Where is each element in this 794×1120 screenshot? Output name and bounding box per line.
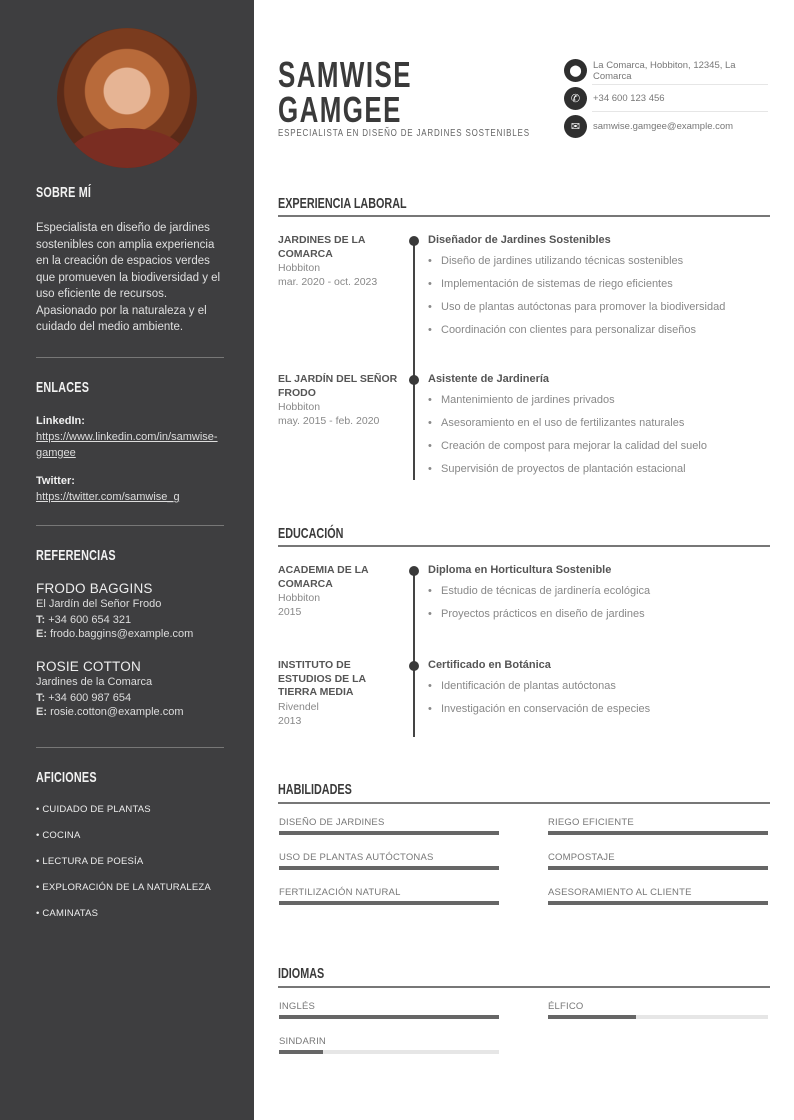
education-item	[278, 564, 398, 619]
bullet: • Diseño de jardines utilizando técnicas sostenibles	[428, 250, 768, 273]
references-title: REFERENCIAS	[36, 547, 116, 564]
bullet: • Identificación de plantas autóctonas	[428, 675, 768, 698]
bullet: • Implementación de sistemas de riego eficientes	[428, 273, 768, 296]
dates: 2013	[278, 714, 302, 727]
phone-icon: ✆	[564, 87, 587, 110]
contact-email[interactable]: samwise.gamgee@example.com	[593, 121, 734, 132]
bullet: • Proyectos prácticos en diseño de jardines	[428, 603, 768, 626]
education-item	[278, 659, 388, 728]
reference-item	[36, 581, 193, 640]
degree: Diploma en Horticultura Sostenible	[428, 564, 612, 576]
reference-item	[36, 659, 184, 718]
email-label: E:	[36, 706, 47, 718]
bullet: • Creación de compost para mejorar la calidad del suelo	[428, 435, 768, 458]
skill-level-fill	[279, 831, 499, 835]
twitter-link[interactable]: https://twitter.com/samwise_g	[36, 491, 180, 503]
about-text: Especialista en diseño de jardines sostenibles con amplia experiencia en la creación de espacios verdes que promueven la biodiversidad y el uso eficiente de recursos. Apasionado por la naturaleza y el cuidado del medio ambiente.	[36, 222, 221, 333]
divider	[278, 545, 770, 547]
hobby-item: • LECTURA DE POESÍA	[36, 856, 144, 867]
twitter-label: Twitter:	[36, 475, 75, 487]
divider	[592, 84, 768, 85]
experience-item	[278, 234, 398, 289]
envelope-icon: ✉	[564, 115, 587, 138]
contact-phone: +34 600 123 456	[593, 93, 665, 104]
degree: Certificado en Botánica	[428, 659, 551, 671]
skill-level-fill	[548, 901, 768, 905]
email-label: E:	[36, 628, 47, 640]
skill-level-bar	[548, 831, 768, 835]
reference-email: frodo.baggins@example.com	[50, 628, 194, 640]
reference-phone: +34 600 654 321	[48, 614, 132, 626]
links-title: ENLACES	[36, 379, 90, 396]
contact-address: La Comarca, Hobbiton, 12345, La Comarca	[593, 60, 736, 82]
language-level-bar	[548, 1015, 768, 1019]
divider	[278, 802, 770, 804]
employer: EL JARDÍN DEL SEÑOR FRODO	[278, 373, 398, 399]
bullet: • Estudio de técnicas de jardinería ecológica	[428, 580, 768, 603]
linkedin-label: LinkedIn:	[36, 415, 85, 427]
reference-phone: +34 600 987 654	[48, 692, 132, 704]
divider	[278, 986, 770, 988]
timeline-line	[413, 240, 415, 480]
location: Hobbiton	[278, 262, 321, 274]
about-title: SOBRE MÍ	[36, 184, 92, 201]
profile-photo	[57, 28, 197, 168]
reference-name: ROSIE COTTON	[36, 659, 141, 674]
dates: mar. 2020 - oct. 2023	[278, 276, 378, 288]
reference-company: Jardines de la Comarca	[36, 676, 153, 688]
language-name: ÉLFICO	[548, 1001, 584, 1012]
divider	[278, 215, 770, 217]
name-first: SAMWISE	[278, 54, 412, 95]
skill-name: DISEÑO DE JARDINES	[279, 817, 385, 828]
dates: 2015	[278, 606, 302, 618]
reference-name: FRODO BAGGINS	[36, 581, 153, 596]
phone-label: T:	[36, 614, 46, 626]
hobby-item: • COCINA	[36, 830, 81, 841]
linkedin-link[interactable]: https://www.linkedin.com/in/samwise-gamgee	[36, 431, 218, 459]
divider	[36, 525, 224, 526]
skill-level-fill	[548, 866, 768, 870]
bullet: • Investigación en conservación de especies	[428, 698, 768, 721]
timeline-dot	[409, 566, 419, 576]
skill-level-bar	[279, 901, 499, 905]
job-title: ESPECIALISTA EN DISEÑO DE JARDINES SOSTENIBLES	[278, 128, 530, 139]
language-level-bar	[279, 1050, 499, 1054]
skill-level-bar	[548, 901, 768, 905]
skill-name: COMPOSTAJE	[548, 852, 615, 863]
language-level-fill	[548, 1015, 636, 1019]
role: Asistente de Jardinería	[428, 373, 550, 385]
experience-item	[278, 373, 398, 428]
language-name: INGLÉS	[279, 1001, 316, 1012]
timeline-dot	[409, 661, 419, 671]
languages-title: IDIOMAS	[278, 965, 325, 982]
hobby-item: • CAMINATAS	[36, 908, 99, 919]
language-level-bar	[279, 1015, 499, 1019]
language-level-fill	[279, 1015, 499, 1019]
timeline-dot	[409, 375, 419, 385]
timeline-dot	[409, 236, 419, 246]
bullet: • Uso de plantas autóctonas para promover la biodiversidad	[428, 296, 768, 319]
skill-level-fill	[279, 866, 499, 870]
education-title: EDUCACIÓN	[278, 525, 344, 542]
language-level-fill	[279, 1050, 323, 1054]
divider	[36, 747, 224, 748]
institution: ACADEMIA DE LA COMARCA	[278, 564, 369, 590]
skills-title: HABILIDADES	[278, 781, 352, 798]
skill-name: FERTILIZACIÓN NATURAL	[279, 887, 401, 898]
skill-level-fill	[279, 901, 499, 905]
name-last: GAMGEE	[278, 89, 402, 130]
bullet: • Supervisión de proyectos de plantación estacional	[428, 458, 768, 481]
reference-email: rosie.cotton@example.com	[50, 706, 184, 718]
hobby-item: • CUIDADO DE PLANTAS	[36, 804, 151, 815]
skill-name: ASESORAMIENTO AL CLIENTE	[548, 887, 692, 898]
skill-level-fill	[548, 831, 768, 835]
location-pin-icon: ⬤	[564, 59, 587, 82]
sidebar	[0, 0, 254, 1120]
hobbies-title: AFICIONES	[36, 769, 97, 786]
divider	[36, 357, 224, 358]
location: Hobbiton	[278, 401, 321, 413]
divider	[592, 111, 768, 112]
role: Diseñador de Jardines Sostenibles	[428, 234, 611, 246]
bullet: • Mantenimiento de jardines privados	[428, 389, 768, 412]
skill-level-bar	[279, 831, 499, 835]
experience-title: EXPERIENCIA LABORAL	[278, 195, 407, 212]
hobby-item: • EXPLORACIÓN DE LA NATURALEZA	[36, 882, 211, 893]
skill-name: RIEGO EFICIENTE	[548, 817, 634, 828]
phone-label: T:	[36, 692, 46, 704]
dates: may. 2015 - feb. 2020	[278, 415, 380, 427]
bullet: • Asesoramiento en el uso de fertilizantes naturales	[428, 412, 768, 435]
reference-company: El Jardín del Señor Frodo	[36, 598, 162, 610]
bullet: • Coordinación con clientes para personalizar diseños	[428, 319, 768, 342]
location: Hobbiton	[278, 592, 321, 604]
location: Rivendel	[278, 700, 319, 713]
timeline-line	[413, 570, 415, 737]
skill-name: USO DE PLANTAS AUTÓCTONAS	[279, 852, 434, 863]
skill-level-bar	[548, 866, 768, 870]
skill-level-bar	[279, 866, 499, 870]
institution: INSTITUTO DE ESTUDIOS DE LA TIERRA MEDIA	[278, 659, 366, 698]
language-name: SINDARIN	[279, 1036, 326, 1047]
employer: JARDINES DE LA COMARCA	[278, 234, 366, 260]
